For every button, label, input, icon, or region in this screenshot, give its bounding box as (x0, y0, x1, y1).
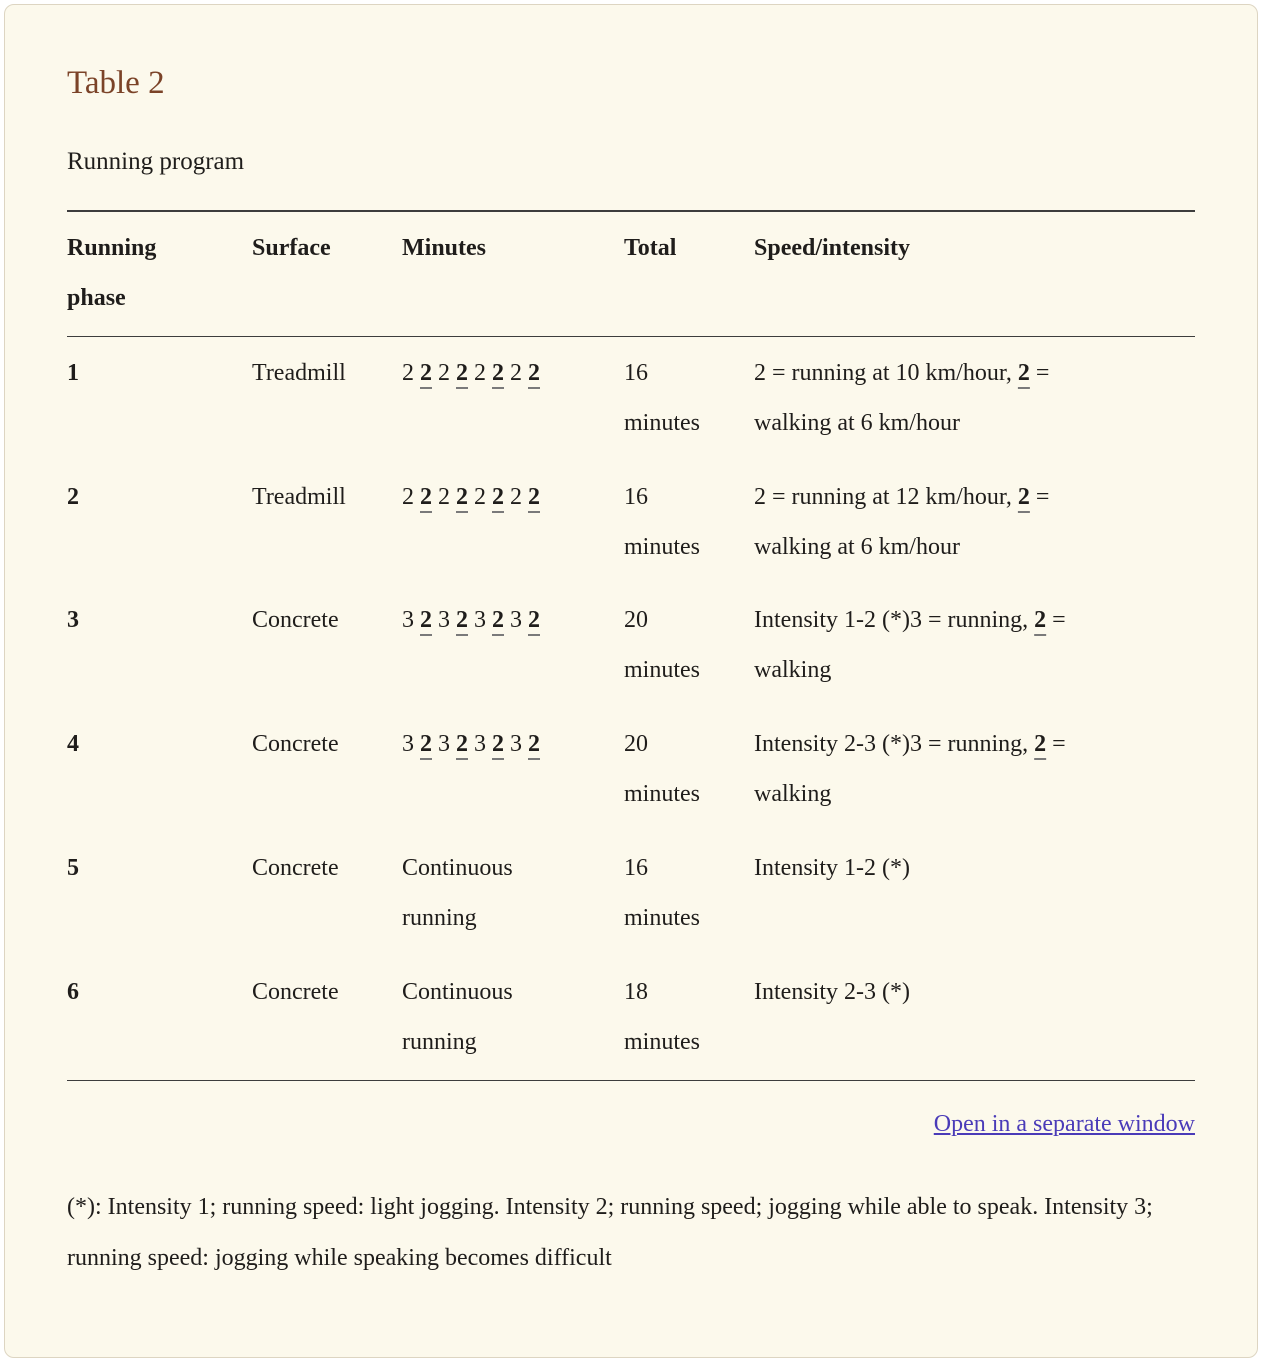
open-separate-window-link[interactable]: Open in a separate window (933, 1110, 1195, 1137)
table-row (67, 336, 1195, 460)
running-program-table (67, 210, 1195, 1081)
cell-surface: Treadmill (252, 359, 346, 386)
cell-minutes: 3 2 3 2 3 2 3 2 (402, 731, 540, 758)
cell-running-phase: 2 (67, 483, 79, 510)
cell-surface: Concrete (252, 731, 339, 758)
link-row (67, 1111, 1195, 1138)
cell-total: 20 minutes (624, 731, 700, 808)
cell-surface: Concrete (252, 607, 339, 634)
table-row (67, 832, 1195, 956)
cell-speed-intensity: Intensity 1-2 (*)3 = running, 2 = walking (754, 607, 1066, 684)
table-body (67, 336, 1195, 1080)
page-container (4, 4, 1258, 1358)
table-caption: Running program (67, 148, 245, 175)
header-row (67, 211, 1195, 336)
column-header-total: Total (624, 211, 754, 336)
column-header-speed-intensity: Speed/intensity (754, 211, 1195, 336)
cell-running-phase: 6 (67, 956, 252, 1080)
table-row (67, 708, 1195, 832)
column-header-surface: Surface (252, 211, 402, 336)
cell-speed-intensity: Intensity 2-3 (*) (754, 956, 1195, 1080)
table-row (67, 956, 1195, 1080)
cell-total: 20 minutes (624, 607, 700, 684)
cell-running-phase: 1 (67, 359, 79, 386)
cell-total: 16 minutes (624, 483, 700, 560)
cell-surface: Treadmill (252, 483, 346, 510)
cell-surface: Concrete (252, 855, 339, 882)
cell-total: 18 minutes (624, 956, 754, 1080)
table-row (67, 584, 1195, 708)
cell-running-phase: 4 (67, 731, 79, 758)
cell-minutes: 2 2 2 2 2 2 2 2 (402, 483, 540, 510)
cell-speed-intensity: Intensity 1-2 (*) (754, 855, 910, 882)
column-header-minutes: Minutes (402, 211, 624, 336)
column-header-running-phase: Running phase (67, 211, 252, 336)
cell-running-phase: 3 (67, 607, 79, 634)
cell-minutes: Continuous running (402, 956, 624, 1080)
cell-minutes: Continuous running (402, 855, 513, 931)
cell-running-phase: 5 (67, 855, 79, 882)
table-header (67, 211, 1195, 336)
cell-speed-intensity: 2 = running at 12 km/hour, 2 = walking at 6 km/hour (754, 483, 1050, 560)
cell-minutes: 3 2 3 2 3 2 3 2 (402, 607, 540, 634)
cell-minutes: 2 2 2 2 2 2 2 2 (402, 359, 540, 386)
cell-total: 16 minutes (624, 359, 700, 436)
table-row (67, 461, 1195, 585)
cell-speed-intensity: 2 = running at 10 km/hour, 2 = walking at 6 km/hour (754, 359, 1050, 436)
table-label: Table 2 (67, 65, 165, 101)
table-footnote: (*): Intensity 1; running speed: light jogging. Intensity 2; running speed; jogging while able to speak. Intensity 3; running speed: jogging while speaking becomes difficult (67, 1193, 1153, 1272)
cell-total: 16 minutes (624, 855, 700, 931)
cell-surface: Concrete (252, 956, 402, 1080)
cell-speed-intensity: Intensity 2-3 (*)3 = running, 2 = walking (754, 731, 1066, 808)
